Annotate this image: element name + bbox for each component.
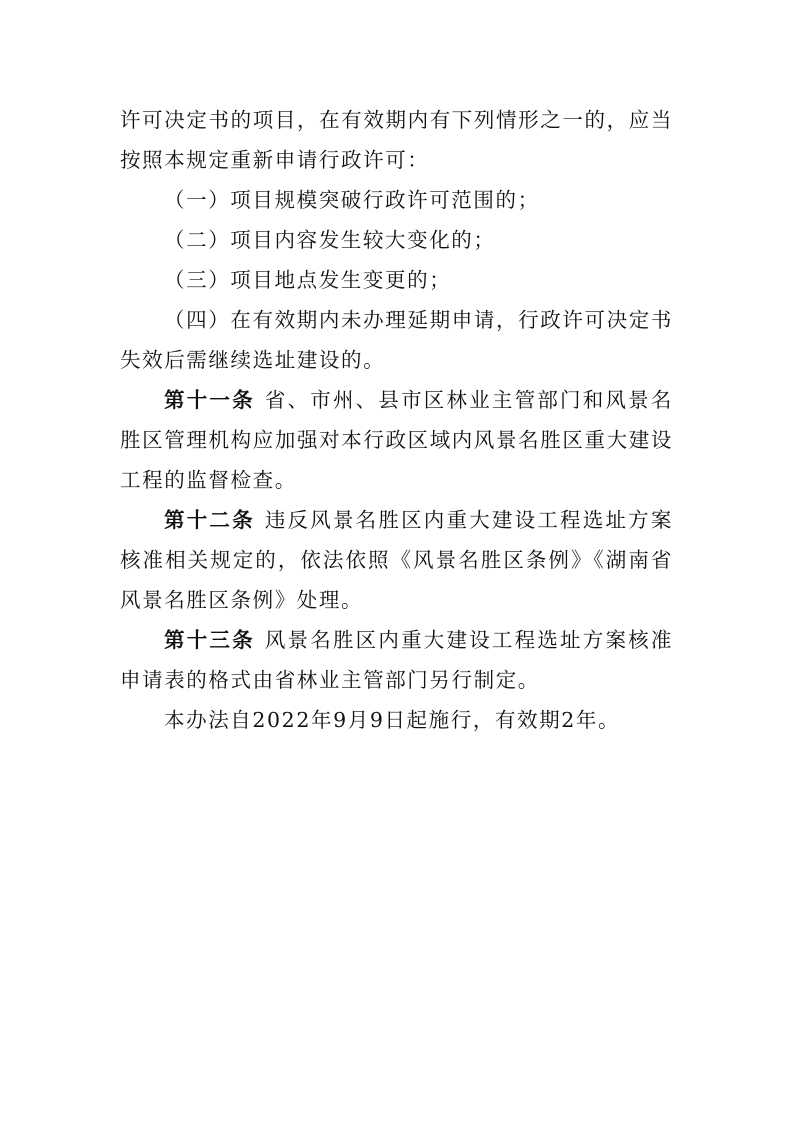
paragraph-text: （二）项目内容发生较大变化的； [164,228,496,252]
paragraph-text: （一）项目规模突破行政许可范围的； [164,188,540,212]
article-12 [120,500,673,620]
paragraph-text: 风景名胜区内重大建设工程选址方案核准申请表的格式由省林业主管部门另行制定。 [120,628,673,692]
list-item-3 [120,260,673,300]
paragraph-text: 省、市州、县市区林业主管部门和风景名胜区管理机构应加强对本行政区域内风景名胜区重大建设工程的监督检查。 [120,388,673,492]
paragraph-text: 本办法自2022年9月9日起施行，有效期2年。 [164,708,621,732]
list-item-2 [120,220,673,260]
article-number: 第十三条 [164,628,255,652]
article-13 [120,620,673,700]
document-body [120,100,673,740]
paragraph-text: （四）在有效期内未办理延期申请，行政许可决定书失效后需继续选址建设的。 [120,308,673,372]
paragraph-text: 许可决定书的项目，在有效期内有下列情形之一的，应当按照本规定重新申请行政许可： [120,108,673,172]
list-item-4 [120,300,673,380]
article-number: 第十二条 [164,508,255,532]
paragraph-text: 违反风景名胜区内重大建设工程选址方案核准相关规定的，依法依照《风景名胜区条例》《湖南省风景名胜区条例》处理。 [120,508,673,612]
effective-date-clause [120,700,673,740]
article-11 [120,380,673,500]
list-item-1 [120,180,673,220]
article-number: 第十一条 [164,388,255,412]
paragraph-text: （三）项目地点发生变更的； [164,268,452,292]
paragraph-continuation [120,100,673,180]
